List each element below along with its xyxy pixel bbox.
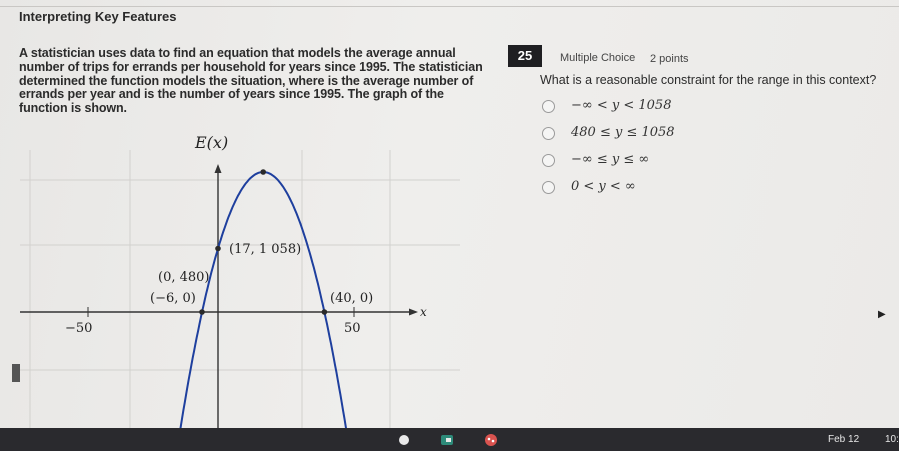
y-axis-arrow [215, 164, 222, 173]
app-icon-detail [492, 440, 495, 443]
tick-label-neg: −50 [65, 321, 93, 336]
y-axis-label: E(x) [195, 133, 229, 152]
vertex-label: (17, 1 058) [229, 242, 302, 257]
key-point-0 [199, 309, 205, 315]
app-icon-detail [488, 438, 491, 441]
problem-prompt: A statistician uses data to find an equation that models the average annual number of trips for errands per household for years since 1995. The statistician determined the function models the situation, where is the average number of errands per year and is the number of years since 1995. The graph of the function is shown. [19, 46, 483, 116]
key-point-1 [215, 246, 221, 252]
radio-choice-4[interactable] [542, 181, 555, 194]
y-intercept-label: (0, 480) [158, 270, 210, 285]
launcher-icon[interactable] [397, 433, 411, 447]
cursor-icon: ▶ [878, 309, 886, 320]
page-edge-mark [12, 364, 20, 382]
key-point-2 [260, 169, 266, 175]
left-root-label: (−6, 0) [150, 291, 196, 306]
radio-choice-1[interactable] [542, 100, 555, 113]
taskbar-time[interactable]: 10: [885, 434, 899, 445]
taskbar [0, 428, 899, 451]
question-text: What is a reasonable constraint for the range in this context? [540, 73, 877, 87]
x-axis-arrow [409, 309, 418, 316]
question-points: 2 points [650, 53, 689, 65]
top-divider [0, 6, 899, 7]
choice-label: 0 < y < ∞ [571, 179, 636, 194]
taskbar-date[interactable]: Feb 12 [828, 434, 860, 445]
app-icon-shape [485, 434, 497, 446]
question-number-badge: 25 [508, 45, 542, 67]
question-type: Multiple Choice [560, 52, 636, 64]
section-title: Interpreting Key Features [19, 9, 177, 24]
x-axis-label: x [420, 305, 427, 319]
choice-label: 480 ≤ y ≤ 1058 [571, 125, 675, 140]
radio-choice-3[interactable] [542, 154, 555, 167]
radio-choice-2[interactable] [542, 127, 555, 140]
key-point-3 [322, 309, 328, 315]
tick-label-pos: 50 [344, 321, 361, 336]
choice-label: −∞ ≤ y ≤ ∞ [571, 152, 650, 167]
right-root-label: (40, 0) [330, 291, 374, 306]
function-graph [20, 120, 500, 428]
app-icon-classroom[interactable] [440, 433, 454, 447]
choice-label: −∞ < y < 1058 [571, 98, 672, 113]
app-icon-detail [446, 438, 451, 442]
app-icon-game[interactable] [484, 433, 498, 447]
launcher-circle [399, 435, 409, 445]
